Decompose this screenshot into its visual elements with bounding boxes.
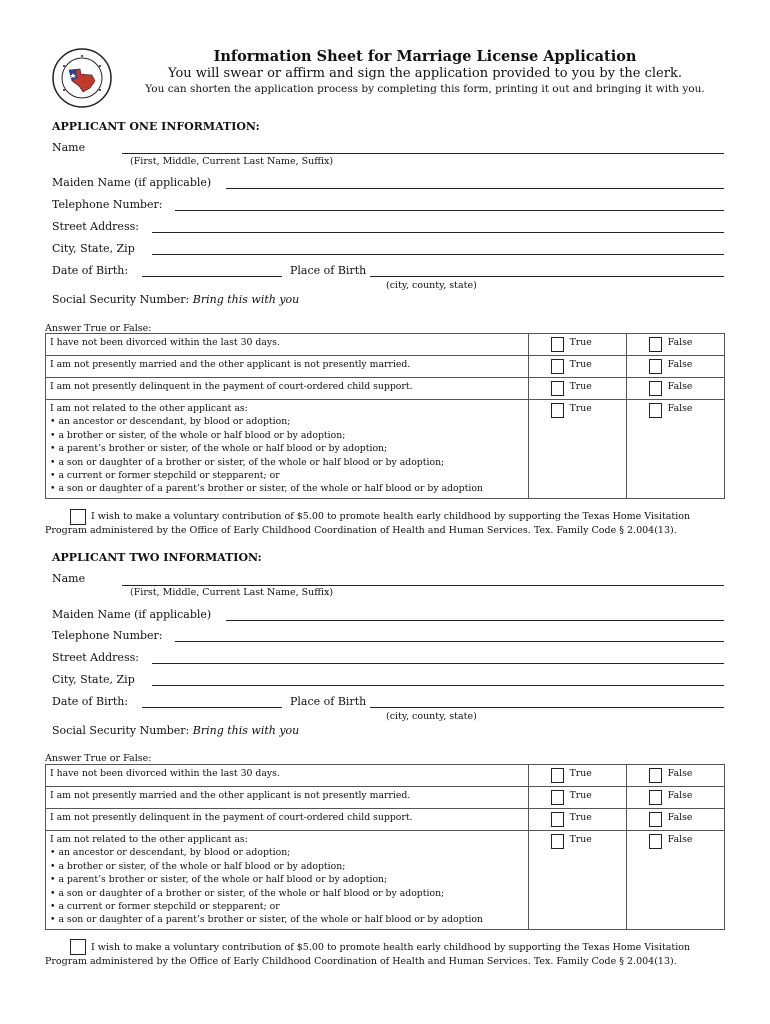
q1-false-checkbox[interactable]	[649, 768, 662, 783]
question-3: I am not presently delinquent in the payment of court-ordered child support.	[46, 378, 529, 400]
question-1: I have not been divorced within the last 30 days.	[46, 765, 529, 787]
q1-false-checkbox[interactable]	[649, 337, 662, 352]
false-option	[626, 378, 724, 400]
q4-true-checkbox[interactable]	[551, 834, 564, 849]
question-4-bullet: • a brother or sister, of the whole or half blood or by adoption;	[50, 429, 346, 441]
q4-false-checkbox[interactable]	[649, 403, 662, 418]
table-row	[46, 831, 725, 930]
place-of-birth-hint: (city, county, state)	[386, 280, 477, 291]
question-4-bullet: • a parent’s brother or sister, of the whole or half blood or by adoption;	[50, 443, 388, 455]
q3-false-checkbox[interactable]	[649, 381, 662, 396]
true-label: True	[569, 834, 592, 845]
q2-false-checkbox[interactable]	[649, 359, 662, 374]
question-4-bullet: • a current or former stepchild or stepparent; or	[50, 470, 280, 482]
name-field[interactable]	[122, 585, 724, 586]
place-of-birth-hint: (city, county, state)	[386, 711, 477, 722]
true-label: True	[569, 812, 592, 823]
city-state-zip-field[interactable]	[152, 685, 724, 686]
question-1: I have not been divorced within the last 30 days.	[46, 334, 529, 356]
street-address-field[interactable]	[152, 663, 724, 664]
question-4-bullet: • a current or former stepchild or stepparent; or	[50, 901, 280, 913]
q2-false-checkbox[interactable]	[649, 790, 662, 805]
question-2: I am not presently married and the other applicant is not presently married.	[46, 787, 529, 809]
place-of-birth-label: Place of Birth	[290, 695, 367, 708]
section-title-applicant-two: APPLICANT TWO INFORMATION:	[52, 551, 262, 564]
true-option	[528, 334, 626, 356]
street-address-label: Street Address:	[52, 651, 139, 664]
table-row	[46, 765, 725, 787]
place-of-birth-field[interactable]	[370, 276, 724, 277]
table-row	[46, 356, 725, 378]
county-seal-logo	[52, 48, 112, 108]
date-of-birth-label: Date of Birth:	[52, 264, 129, 277]
question-4-bullet: • a son or daughter of a parent’s brother or sister, of the whole or half blood or by adoption	[50, 914, 483, 926]
table-row	[46, 400, 725, 499]
table-row	[46, 809, 725, 831]
page-subtitle: You will swear or affirm and sign the application provided to you by the clerk.	[168, 66, 682, 81]
question-4	[46, 400, 529, 499]
false-label: False	[667, 403, 693, 414]
true-label: True	[569, 768, 592, 779]
ssn-label	[52, 724, 299, 737]
street-address-label: Street Address:	[52, 220, 139, 233]
true-label: True	[569, 359, 592, 370]
q2-true-checkbox[interactable]	[551, 790, 564, 805]
true-false-table	[45, 333, 725, 499]
section-title-applicant-one: APPLICANT ONE INFORMATION:	[52, 120, 260, 133]
table-row	[46, 334, 725, 356]
table-row	[46, 378, 725, 400]
city-state-zip-label: City, State, Zip	[52, 673, 135, 686]
q1-true-checkbox[interactable]	[551, 768, 564, 783]
true-label: True	[569, 790, 592, 801]
q1-true-checkbox[interactable]	[551, 337, 564, 352]
date-of-birth-label: Date of Birth:	[52, 695, 129, 708]
ssn-label-text: Social Security Number:	[52, 293, 190, 306]
false-label: False	[667, 768, 693, 779]
contribution-checkbox[interactable]	[70, 939, 86, 955]
true-false-table	[45, 764, 725, 930]
q3-true-checkbox[interactable]	[551, 381, 564, 396]
contribution-text-line2: Program administered by the Office of Early Childhood Coordination of Health and Human Services. Tex. Family Code § 2.004(13).	[45, 956, 677, 967]
name-hint: (First, Middle, Current Last Name, Suffix)	[130, 587, 334, 598]
question-4-bullet: • an ancestor or descendant, by blood or adoption;	[50, 416, 291, 428]
street-address-field[interactable]	[152, 232, 724, 233]
maiden-name-label: Maiden Name (if applicable)	[52, 176, 212, 189]
false-label: False	[667, 812, 693, 823]
q4-false-checkbox[interactable]	[649, 834, 662, 849]
answer-header: Answer True or False:	[45, 323, 152, 334]
table-row	[46, 787, 725, 809]
true-option	[528, 787, 626, 809]
place-of-birth-label: Place of Birth	[290, 264, 367, 277]
false-label: False	[667, 790, 693, 801]
ssn-note: Bring this with you	[192, 724, 300, 737]
question-2: I am not presently married and the other applicant is not presently married.	[46, 356, 529, 378]
telephone-field[interactable]	[175, 210, 724, 211]
answer-header: Answer True or False:	[45, 753, 152, 764]
question-4-bullet: • a brother or sister, of the whole or half blood or by adoption;	[50, 860, 346, 872]
true-option	[528, 765, 626, 787]
maiden-name-label: Maiden Name (if applicable)	[52, 608, 212, 621]
false-label: False	[667, 381, 693, 392]
ssn-note: Bring this with you	[192, 293, 300, 306]
name-hint: (First, Middle, Current Last Name, Suffix)	[130, 156, 334, 167]
question-3: I am not presently delinquent in the payment of court-ordered child support.	[46, 809, 529, 831]
false-option	[626, 809, 724, 831]
true-label: True	[569, 381, 592, 392]
false-label: False	[667, 359, 693, 370]
false-option	[626, 400, 724, 499]
city-state-zip-label: City, State, Zip	[52, 242, 135, 255]
true-option	[528, 356, 626, 378]
false-label: False	[667, 834, 693, 845]
maiden-name-field[interactable]	[226, 188, 724, 189]
telephone-label: Telephone Number:	[52, 198, 163, 211]
question-4-bullet: • a son or daughter of a brother or sister, of the whole or half blood or by adoption;	[50, 456, 445, 468]
true-label: True	[569, 403, 592, 414]
question-4-bullet: • a parent’s brother or sister, of the whole or half blood or by adoption;	[50, 874, 388, 886]
place-of-birth-field[interactable]	[370, 707, 724, 708]
true-label: True	[569, 337, 592, 348]
contribution-checkbox[interactable]	[70, 509, 86, 525]
true-option	[528, 378, 626, 400]
true-option	[528, 400, 626, 499]
question-4-bullet: • an ancestor or descendant, by blood or adoption;	[50, 847, 291, 859]
name-label: Name	[52, 572, 86, 585]
question-4-intro: I am not related to the other applicant as:	[50, 834, 248, 845]
false-option	[626, 356, 724, 378]
ssn-label	[52, 293, 299, 306]
telephone-field[interactable]	[175, 641, 724, 642]
date-of-birth-field[interactable]	[142, 707, 282, 708]
q4-true-checkbox[interactable]	[551, 403, 564, 418]
city-state-zip-field[interactable]	[152, 254, 724, 255]
telephone-label: Telephone Number:	[52, 629, 163, 642]
ssn-label-text: Social Security Number:	[52, 724, 190, 737]
true-option	[528, 809, 626, 831]
question-4-bullet: • a son or daughter of a parent’s brother or sister, of the whole or half blood or by adoption	[50, 483, 483, 495]
false-label: False	[667, 337, 693, 348]
page-title: Information Sheet for Marriage License Application	[213, 48, 637, 65]
false-option	[626, 334, 724, 356]
question-4-intro: I am not related to the other applicant as:	[50, 403, 248, 414]
contribution-text-line2: Program administered by the Office of Early Childhood Coordination of Health and Human Services. Tex. Family Code § 2.004(13).	[45, 525, 677, 536]
page-note: You can shorten the application process by completing this form, printing it out and bringing it with you.	[145, 83, 705, 95]
date-of-birth-field[interactable]	[142, 276, 282, 277]
question-4-bullet: • a son or daughter of a brother or sister, of the whole or half blood or by adoption;	[50, 887, 445, 899]
q3-true-checkbox[interactable]	[551, 812, 564, 827]
contribution-text-line1: I wish to make a voluntary contribution of $5.00 to promote health early childhood by supporting the Texas Home Visitation	[91, 942, 691, 953]
q2-true-checkbox[interactable]	[551, 359, 564, 374]
question-4	[46, 831, 529, 930]
maiden-name-field[interactable]	[226, 620, 724, 621]
false-option	[626, 831, 724, 930]
false-option	[626, 765, 724, 787]
false-option	[626, 787, 724, 809]
contribution-text-line1: I wish to make a voluntary contribution of $5.00 to promote health early childhood by supporting the Texas Home Visitation	[91, 511, 691, 522]
name-field[interactable]	[122, 153, 724, 154]
name-label: Name	[52, 141, 86, 154]
true-option	[528, 831, 626, 930]
q3-false-checkbox[interactable]	[649, 812, 662, 827]
